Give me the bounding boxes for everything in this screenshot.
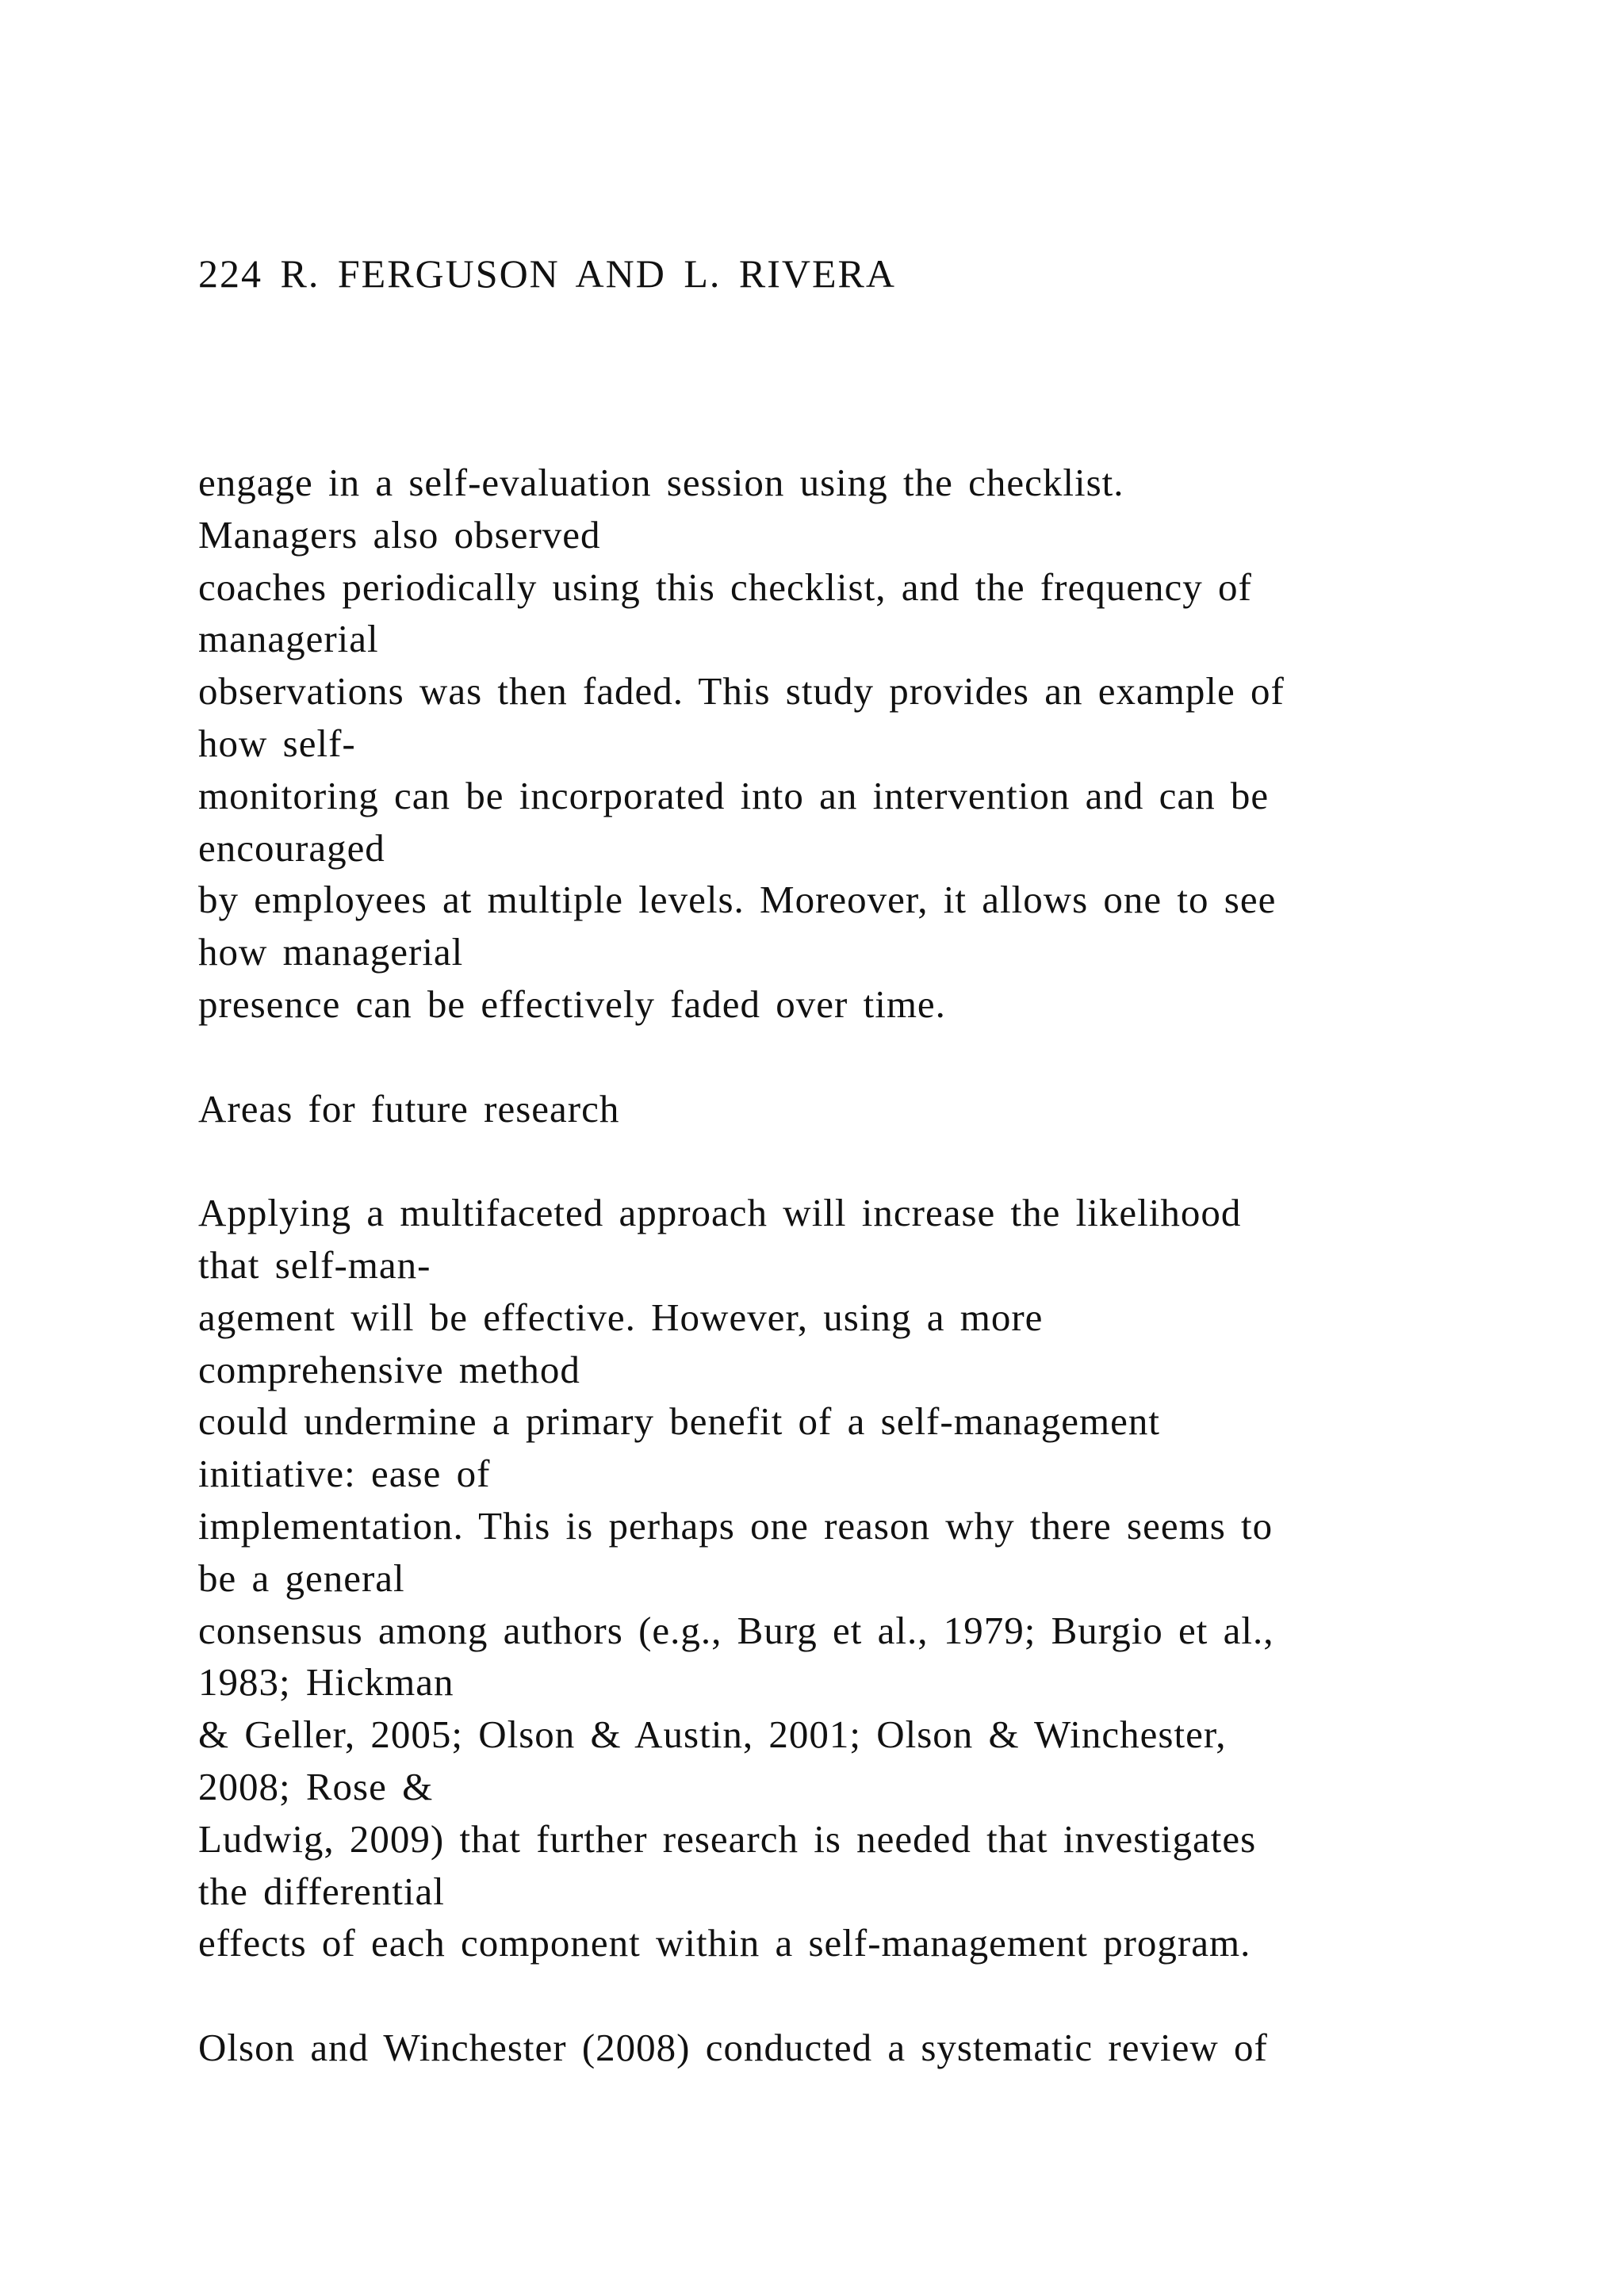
text-line: managerial bbox=[198, 617, 379, 661]
text-line: consensus among authors (e.g., Burg et al., 1979; Burgio et al., bbox=[198, 1608, 1274, 1652]
text-line: 1983; Hickman bbox=[198, 1660, 454, 1705]
text-line: observations was then faded. This study provides an example of bbox=[198, 669, 1285, 714]
text-line: how managerial bbox=[198, 930, 464, 974]
text-line: 2008; Rose & bbox=[198, 1764, 434, 1808]
text-line: monitoring can be incorporated into an intervention and can be bbox=[198, 773, 1270, 817]
running-head: 224 R. FERGUSON AND L. RIVERA bbox=[198, 251, 897, 296]
text-line: be a general bbox=[198, 1556, 405, 1600]
paragraph-gap bbox=[198, 1135, 1499, 1187]
text-line: presence can be effectively faded over time. bbox=[198, 982, 946, 1026]
text-line: Managers also observed bbox=[198, 512, 601, 557]
paragraph-gap bbox=[198, 1969, 1499, 2022]
text-line: Applying a multifaceted approach will increase the likelihood bbox=[198, 1191, 1242, 1235]
body-text bbox=[198, 457, 1499, 2074]
text-line: initiative: ease of bbox=[198, 1452, 491, 1496]
text-line: & Geller, 2005; Olson & Austin, 2001; Olson & Winchester, bbox=[198, 1712, 1227, 1757]
text-line: agement will be effective. However, using a more bbox=[198, 1295, 1044, 1339]
text-line: the differential bbox=[198, 1869, 445, 1913]
text-line: that self-man- bbox=[198, 1242, 431, 1287]
text-line: encouraged bbox=[198, 825, 385, 870]
text-line: comprehensive method bbox=[198, 1347, 580, 1391]
text-line: how self- bbox=[198, 721, 356, 765]
text-line: coaches periodically using this checklist, and the frequency of bbox=[198, 564, 1252, 609]
text-line: by employees at multiple levels. Moreover, it allows one to see bbox=[198, 878, 1277, 922]
text-line: Ludwig, 2009) that further research is needed that investigates bbox=[198, 1816, 1257, 1861]
text-line: implementation. This is perhaps one reason why there seems to bbox=[198, 1503, 1274, 1548]
text-line: effects of each component within a self-management program. bbox=[198, 1921, 1251, 1965]
paragraph-gap bbox=[198, 1031, 1499, 1083]
text-line: engage in a self-evaluation session using the checklist. bbox=[198, 461, 1124, 504]
section-heading: Areas for future research bbox=[198, 1086, 620, 1131]
text-line: Olson and Winchester (2008) conducted a systematic review of bbox=[198, 2025, 1268, 2069]
text-line: could undermine a primary benefit of a self-management bbox=[198, 1399, 1161, 1444]
